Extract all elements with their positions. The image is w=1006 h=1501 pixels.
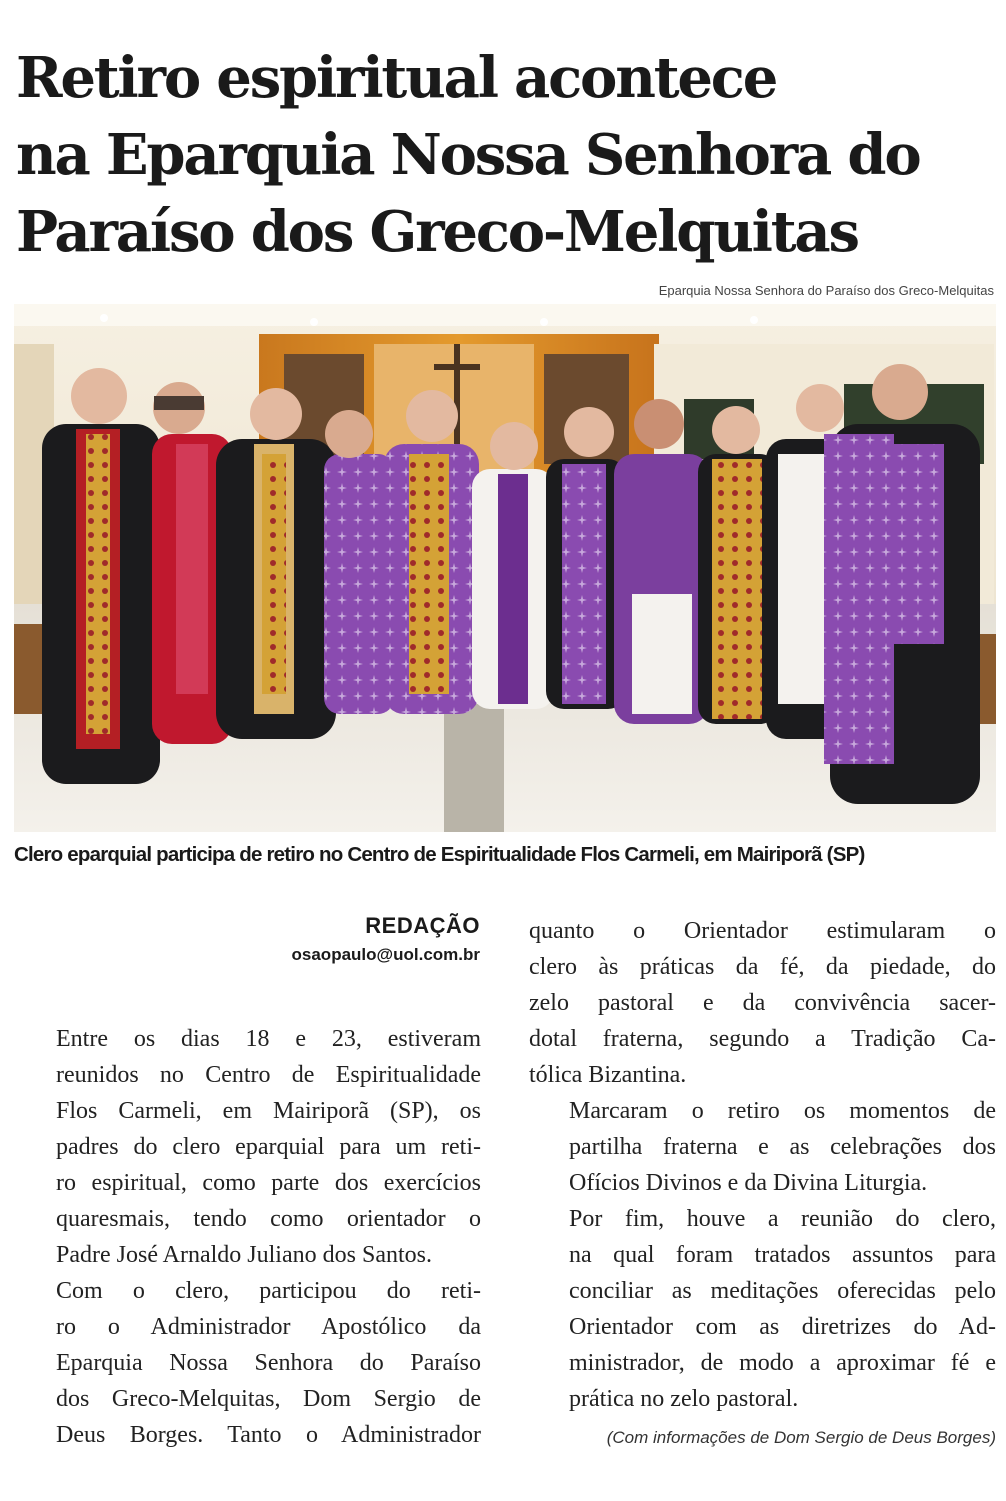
text-line: conciliar as meditações oferecidas pelo: [569, 1278, 996, 1304]
text-line: na qual foram tratados assuntos para: [569, 1242, 996, 1268]
text-line: zelo pastoral e da convivência sacer-: [529, 990, 996, 1016]
source-note: (Com informações de Dom Sergio de Deus Borges): [606, 1428, 996, 1447]
text-line: reunidos no Centro de Espiritualidade: [56, 1062, 481, 1088]
clergy-group-photo: [14, 304, 996, 832]
text-line: Entre os dias 18 e 23, estiveram: [56, 1026, 481, 1052]
text-line: ministrador, de modo a aproximar fé e: [569, 1350, 996, 1376]
photo-credit: Eparquia Nossa Senhora do Paraíso dos Greco-Melquitas: [658, 283, 994, 298]
text-line: padres do clero eparquial para um reti-: [56, 1134, 481, 1160]
text-line: dos Greco-Melquitas, Dom Sergio de: [56, 1386, 481, 1412]
text-line: Com o clero, participou do reti-: [56, 1278, 481, 1304]
text-line: prática no zelo pastoral.: [569, 1386, 799, 1412]
priest-figure: [216, 388, 336, 739]
text-line: Orientador com as diretrizes do Ad-: [569, 1314, 996, 1340]
text-line: ro o Administrador Apostólico da: [56, 1314, 481, 1340]
text-line: tólica Bizantina.: [529, 1062, 687, 1088]
headline-line: na Eparquia Nossa Senhora do: [16, 122, 920, 188]
text-line: Por fim, houve a reunião do clero,: [569, 1206, 996, 1232]
priest-figure: [824, 364, 980, 804]
text-line: ro espiritual, como parte dos exercícios: [56, 1170, 481, 1196]
text-line: Flos Carmeli, em Mairiporã (SP), os: [56, 1098, 481, 1124]
article-paragraph: [16, 1273, 481, 1453]
text-line: dotal fraterna, segundo a Tradição Ca-: [529, 1026, 996, 1052]
article-column-right: [529, 913, 996, 1417]
byline-author: REDAÇÃO: [365, 913, 480, 938]
text-line: clero às práticas da fé, da piedade, do: [529, 954, 996, 980]
headline-line: Paraíso dos Greco-Melquitas: [16, 199, 858, 265]
article-paragraph: [529, 1201, 996, 1417]
text-line: quanto o Orientador estimularam o: [529, 918, 996, 944]
text-line: Marcaram o retiro os momentos de: [569, 1098, 996, 1124]
photo-caption: Clero eparquial participa de retiro no Centro de Espiritualidade Flos Carmeli, em Mairiporã (SP): [14, 843, 865, 866]
text-line: partilha fraterna e as celebrações dos: [569, 1134, 996, 1160]
text-line: Padre José Arnaldo Juliano dos Santos.: [56, 1242, 432, 1268]
text-line: Eparquia Nossa Senhora do Paraíso: [56, 1350, 481, 1376]
article-paragraph: [16, 1021, 481, 1273]
byline-email: osaopaulo@uol.com.br: [291, 945, 480, 964]
text-line: Ofícios Divinos e da Divina Liturgia.: [569, 1170, 928, 1196]
headline-line: Retiro espiritual acontece: [16, 45, 777, 111]
article-paragraph: [529, 913, 996, 1093]
article-column-left: [16, 1021, 481, 1453]
priest-figure: [42, 368, 160, 784]
article-paragraph: [529, 1093, 996, 1201]
text-line: Deus Borges. Tanto o Administrador: [56, 1422, 481, 1448]
article-headline: [16, 40, 996, 271]
priest-figure: [324, 410, 394, 714]
text-line: quaresmais, tendo como orientador o: [56, 1206, 481, 1232]
